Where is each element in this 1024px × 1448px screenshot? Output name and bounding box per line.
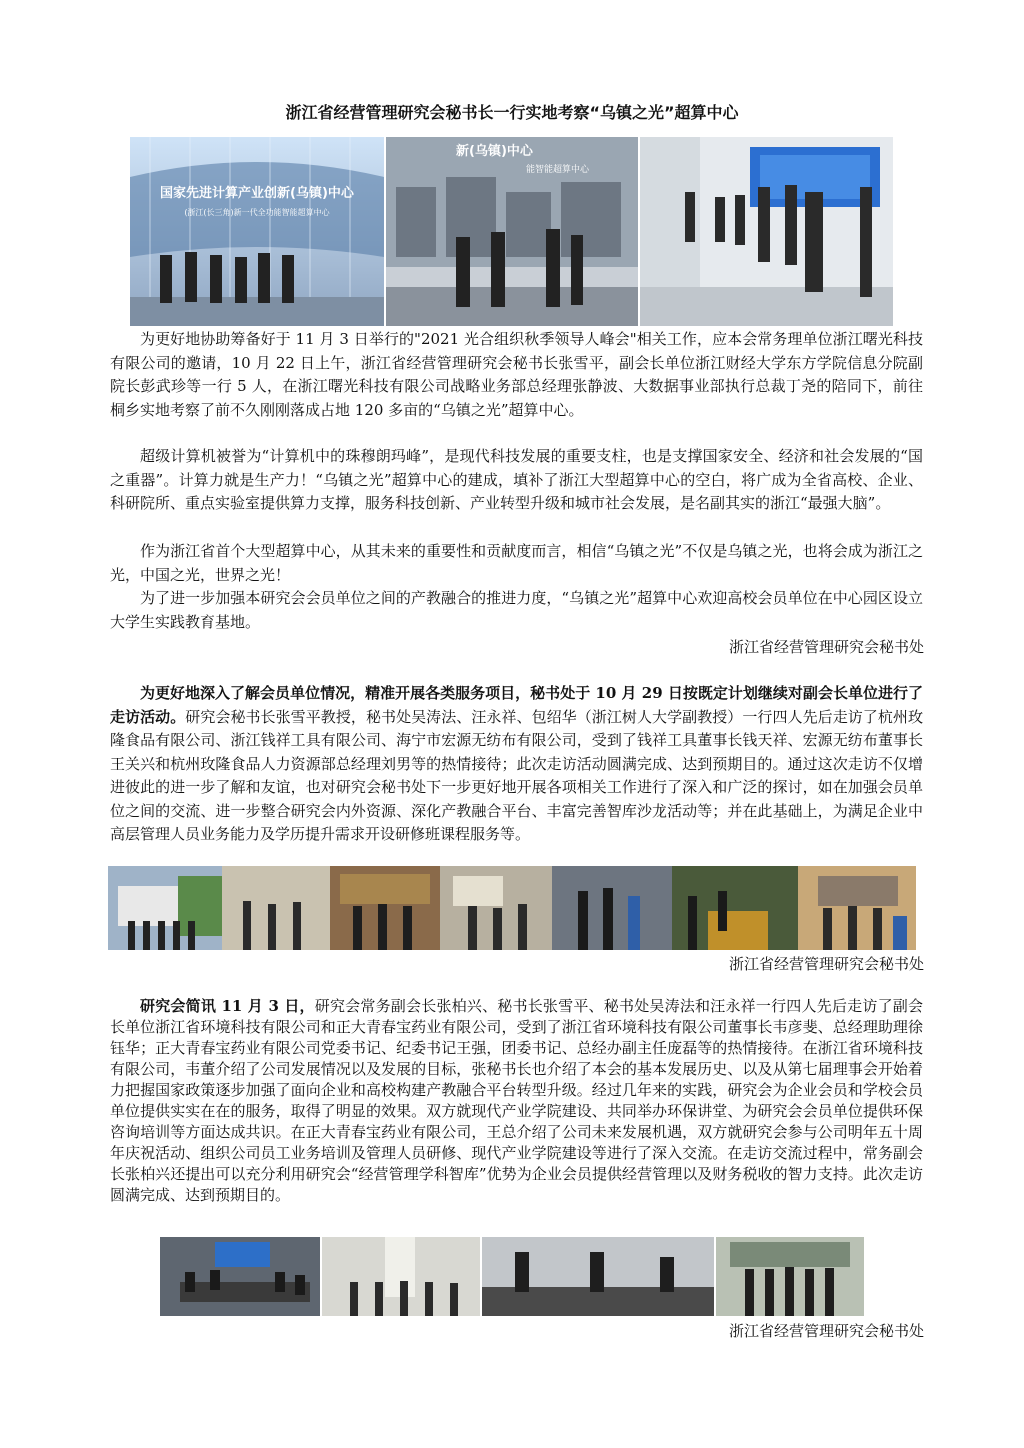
page-title: 浙江省经营管理研究会秘书长一行实地考察“乌镇之光”超算中心 <box>285 103 739 122</box>
section2-body: 研究会秘书长张雪平教授，秘书处吴涛法、汪永祥、包绍华（浙江树人大学副教授）一行四人先后走访了杭州玫隆食品有限公司、浙江钱祥工具有限公司、海宁市宏源无纺布有限公司，受到了钱祥工具董事长钱天祥、宏源无纺布董事长王关兴和杭州玫隆食品人力资源部总经理刘男等的热情接待；此次走访活动圆满完成、达到预期目的。通过这次走访不仅增进彼此的进一步了解和友谊，也对研究会秘书处下一步更好地开展各项相关工作进行了深入和广泛的探讨，如在加强会员单位之间的交流、进一步整合研究会内外资源、深化产教融合平台、丰富完善智库沙龙活动等；并在此基础上，为满足企业中高层管理人员业务能力及学历提升需求开设研修班课程服务等。 <box>110 707 923 843</box>
photo-caption: (浙江(长三角)新一代全功能智能超算中心 <box>184 208 330 217</box>
signature: 浙江省经营管理研究会秘书处 <box>728 638 924 656</box>
section3-paragraph <box>110 996 923 1206</box>
section3-lead: 研究会简讯 11 月 3 日， <box>140 997 315 1015</box>
section1-paragraph: 为了进一步加强本研究会会员单位之间的产教融合的推进力度，“乌镇之光”超算中心欢迎高校会员单位在中心园区设立大学生实践教育基地。 <box>110 589 923 631</box>
section1-paragraph: 为更好地协助筹备好于 11 月 3 日举行的"2021 光合组织秋季领导人峰会"相关工作，应本会常务理单位浙江曙光科技有限公司的邀请，10 月 22 日上午，浙江省经营管理研究会秘书长张雪平，副会长单位浙江财经大学东方学院信息分院副院长彭武珍等一行 5 人，在浙江曙光科技有限公司战略业务部总经理张静波、大数据事业部执行总裁丁尧的陪同下，前往桐乡实地考察了前不久刚刚落成占地 120 多亩的“乌镇之光”超算中心。 <box>110 330 923 419</box>
photo-caption: 新(乌镇)中心 <box>456 144 533 159</box>
section3-body: 研究会常务副会长张柏兴、秘书长张雪平、秘书处吴涛法和汪永祥一行四人先后走访了副会长单位浙江省环境科技有限公司和正大青春宝药业有限公司，受到了浙江省环境科技有限公司董事长韦彦斐、总经理助理徐钰华；正大青春宝药业有限公司党委书记、纪委书记王强，团委书记、总经办副主任庞磊等的热情接待。在浙江省环境科技有限公司，韦董介绍了公司发展情况以及发展的目标，张秘书长也介绍了本会的基本发展历史、以及从第七届理事会开始着力把握国家政策逐步加强了面向企业和高校构建产教融合平台转型升级。经过几年来的实践，研究会为企业会员和学校会员单位提供实实在在的服务，取得了明显的效果。双方就现代产业学院建设、共同举办环保讲堂、为研究会会员单位提供环保咨询培训等方面达成共识。在正大青春宝药业有限公司，王总介绍了公司未来发展机遇，双方就研究会参与公司明年五十周年庆祝活动、组织公司员工业务培训及管理人员研修、现代产业学院建设等进行了深入交流。在走访交流过程中，常务副会长张柏兴还提出可以充分利用研究会“经营管理学科智库”优势为企业会员提供经营管理以及财务税收的智力支持。此次走访圆满完成、达到预期目的。 <box>110 997 923 1204</box>
signature: 浙江省经营管理研究会秘书处 <box>728 955 924 973</box>
photo-group-outside-center <box>130 137 384 326</box>
signature: 浙江省经营管理研究会秘书处 <box>728 1322 924 1340</box>
photo-caption: 国家先进计算产业创新(乌镇)中心 <box>160 186 354 201</box>
photo-strip-visits-2 <box>160 1237 864 1316</box>
photo-caption: 能智能超算中心 <box>526 165 590 175</box>
photo-group-hall <box>386 137 638 326</box>
photo-group-screen-room <box>640 137 893 326</box>
section2-paragraph <box>110 682 923 847</box>
photo-strip-visits <box>108 866 916 950</box>
section2-lead: 为更好地深入了解会员单位情况，精准开展各类服务项目，秘书处于 10 月 29 日按既定计划继续对副会长单位进行了走访活动。 <box>110 684 923 726</box>
section1-paragraph: 超级计算机被誉为“计算机中的珠穆朗玛峰”，是现代科技发展的重要支柱，也是支撑国家安全、经济和社会发展的“国之重器”。计算力就是生产力！“乌镇之光”超算中心的建成，填补了浙江大型超算中心的空白，将广成为全省高校、企业、科研院所、重点实验室提供算力支撑，服务科技创新、产业转型升级和城市社会发展，是名副其实的浙江“最强大脑”。 <box>110 447 923 512</box>
section1-paragraph: 作为浙江省首个大型超算中心，从其未来的重要性和贡献度而言，相信“乌镇之光”不仅是乌镇之光，也将会成为浙江之光，中国之光，世界之光！ <box>110 542 923 584</box>
